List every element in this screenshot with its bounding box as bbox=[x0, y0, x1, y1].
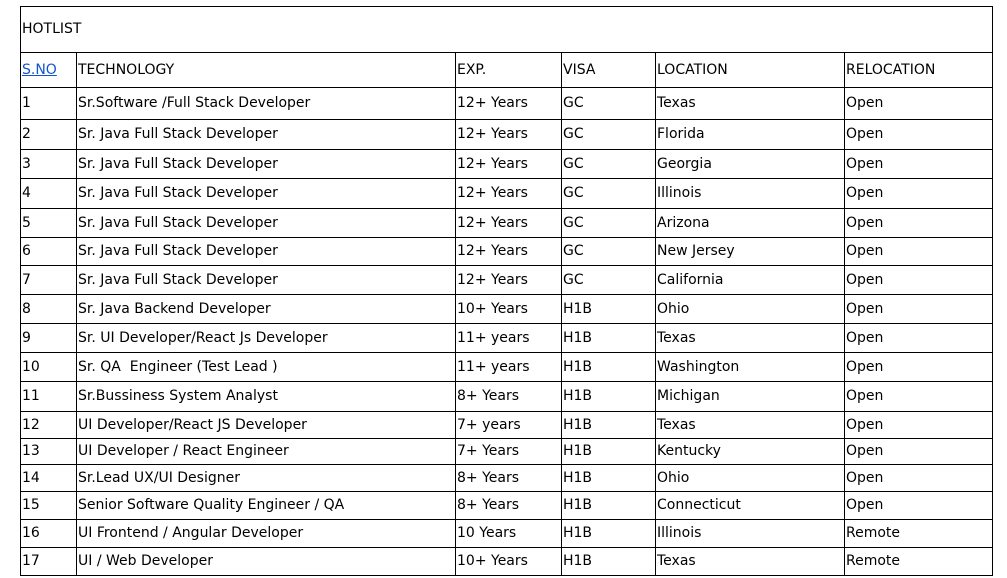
cell-exp: 8+ Years bbox=[456, 382, 562, 412]
table-row bbox=[21, 492, 993, 520]
cell-exp: 12+ Years bbox=[456, 150, 562, 179]
column-header-exp: EXP. bbox=[456, 53, 562, 88]
cell-technology: Sr. Java Full Stack Developer bbox=[77, 179, 456, 209]
cell-exp: 12+ Years bbox=[456, 179, 562, 209]
cell-exp: 10 Years bbox=[456, 520, 562, 548]
cell-sno: 9 bbox=[21, 324, 77, 353]
cell-exp: 8+ Years bbox=[456, 492, 562, 520]
cell-relocation: Remote bbox=[845, 548, 993, 576]
cell-relocation: Open bbox=[845, 150, 993, 179]
cell-visa: H1B bbox=[562, 324, 656, 353]
cell-visa: H1B bbox=[562, 465, 656, 492]
cell-technology: Sr. Java Full Stack Developer bbox=[77, 266, 456, 295]
table-row bbox=[21, 209, 993, 238]
cell-relocation: Open bbox=[845, 412, 993, 439]
table-row bbox=[21, 295, 993, 324]
cell-location: Arizona bbox=[656, 209, 845, 238]
cell-technology: Senior Software Quality Engineer / QA bbox=[77, 492, 456, 520]
cell-technology: Sr. Java Full Stack Developer bbox=[77, 238, 456, 266]
cell-location: Texas bbox=[656, 324, 845, 353]
cell-sno: 2 bbox=[21, 120, 77, 150]
table-row bbox=[21, 88, 993, 120]
table-title: HOTLIST bbox=[21, 7, 993, 53]
cell-technology: Sr. Java Full Stack Developer bbox=[77, 120, 456, 150]
cell-visa: GC bbox=[562, 179, 656, 209]
cell-visa: H1B bbox=[562, 492, 656, 520]
column-header-technology: TECHNOLOGY bbox=[77, 53, 456, 88]
cell-sno: 8 bbox=[21, 295, 77, 324]
cell-relocation: Open bbox=[845, 465, 993, 492]
table-row bbox=[21, 266, 993, 295]
cell-sno: 17 bbox=[21, 548, 77, 576]
cell-exp: 12+ Years bbox=[456, 88, 562, 120]
cell-relocation: Open bbox=[845, 88, 993, 120]
table-row bbox=[21, 150, 993, 179]
cell-exp: 7+ years bbox=[456, 412, 562, 439]
cell-sno: 7 bbox=[21, 266, 77, 295]
cell-sno: 14 bbox=[21, 465, 77, 492]
table-row bbox=[21, 520, 993, 548]
cell-sno: 15 bbox=[21, 492, 77, 520]
cell-relocation: Open bbox=[845, 238, 993, 266]
cell-visa: H1B bbox=[562, 412, 656, 439]
cell-location: Connecticut bbox=[656, 492, 845, 520]
cell-sno: 13 bbox=[21, 439, 77, 465]
table-row bbox=[21, 324, 993, 353]
cell-technology: UI / Web Developer bbox=[77, 548, 456, 576]
cell-visa: GC bbox=[562, 150, 656, 179]
cell-exp: 8+ Years bbox=[456, 465, 562, 492]
table-row bbox=[21, 238, 993, 266]
table-row bbox=[21, 548, 993, 576]
header-row bbox=[21, 53, 993, 88]
cell-exp: 12+ Years bbox=[456, 266, 562, 295]
cell-location: Texas bbox=[656, 88, 845, 120]
cell-technology: Sr. Java Full Stack Developer bbox=[77, 209, 456, 238]
cell-technology: Sr.Bussiness System Analyst bbox=[77, 382, 456, 412]
cell-location: Michigan bbox=[656, 382, 845, 412]
cell-technology: Sr. Java Backend Developer bbox=[77, 295, 456, 324]
cell-sno: 11 bbox=[21, 382, 77, 412]
cell-location: New Jersey bbox=[656, 238, 845, 266]
cell-exp: 12+ Years bbox=[456, 120, 562, 150]
cell-visa: GC bbox=[562, 120, 656, 150]
cell-exp: 11+ years bbox=[456, 324, 562, 353]
cell-visa: H1B bbox=[562, 548, 656, 576]
table-row bbox=[21, 353, 993, 382]
cell-sno: 6 bbox=[21, 238, 77, 266]
cell-sno: 3 bbox=[21, 150, 77, 179]
cell-relocation: Open bbox=[845, 492, 993, 520]
column-header-visa: VISA bbox=[562, 53, 656, 88]
cell-sno: 5 bbox=[21, 209, 77, 238]
cell-sno: 10 bbox=[21, 353, 77, 382]
cell-relocation: Open bbox=[845, 295, 993, 324]
cell-technology: Sr.Lead UX/UI Designer bbox=[77, 465, 456, 492]
cell-visa: H1B bbox=[562, 520, 656, 548]
cell-location: Ohio bbox=[656, 295, 845, 324]
cell-technology: UI Developer/React JS Developer bbox=[77, 412, 456, 439]
cell-sno: 12 bbox=[21, 412, 77, 439]
cell-location: Kentucky bbox=[656, 439, 845, 465]
cell-exp: 7+ Years bbox=[456, 439, 562, 465]
cell-exp: 11+ years bbox=[456, 353, 562, 382]
cell-relocation: Open bbox=[845, 209, 993, 238]
table-row bbox=[21, 120, 993, 150]
cell-location: Georgia bbox=[656, 150, 845, 179]
cell-location: Washington bbox=[656, 353, 845, 382]
column-header-location: LOCATION bbox=[656, 53, 845, 88]
cell-relocation: Open bbox=[845, 120, 993, 150]
cell-relocation: Open bbox=[845, 439, 993, 465]
cell-location: California bbox=[656, 266, 845, 295]
cell-visa: H1B bbox=[562, 295, 656, 324]
cell-technology: UI Developer / React Engineer bbox=[77, 439, 456, 465]
cell-visa: H1B bbox=[562, 439, 656, 465]
column-header-relocation: RELOCATION bbox=[845, 53, 993, 88]
cell-relocation: Open bbox=[845, 324, 993, 353]
cell-technology: Sr. Java Full Stack Developer bbox=[77, 150, 456, 179]
cell-technology: Sr. UI Developer/React Js Developer bbox=[77, 324, 456, 353]
cell-location: Florida bbox=[656, 120, 845, 150]
table-row bbox=[21, 412, 993, 439]
cell-sno: 4 bbox=[21, 179, 77, 209]
cell-visa: H1B bbox=[562, 382, 656, 412]
cell-location: Illinois bbox=[656, 520, 845, 548]
cell-exp: 10+ Years bbox=[456, 295, 562, 324]
cell-location: Illinois bbox=[656, 179, 845, 209]
cell-sno: 16 bbox=[21, 520, 77, 548]
cell-visa: GC bbox=[562, 238, 656, 266]
cell-visa: H1B bbox=[562, 353, 656, 382]
cell-technology: UI Frontend / Angular Developer bbox=[77, 520, 456, 548]
column-header-sno-link[interactable]: S.NO bbox=[21, 53, 77, 88]
cell-visa: GC bbox=[562, 209, 656, 238]
title-row bbox=[21, 7, 993, 53]
cell-exp: 10+ Years bbox=[456, 548, 562, 576]
cell-relocation: Open bbox=[845, 266, 993, 295]
hotlist-table bbox=[20, 6, 993, 576]
cell-location: Texas bbox=[656, 548, 845, 576]
cell-visa: GC bbox=[562, 266, 656, 295]
cell-relocation: Remote bbox=[845, 520, 993, 548]
cell-location: Ohio bbox=[656, 465, 845, 492]
cell-technology: Sr.Software /Full Stack Developer bbox=[77, 88, 456, 120]
cell-exp: 12+ Years bbox=[456, 238, 562, 266]
cell-location: Texas bbox=[656, 412, 845, 439]
table-row bbox=[21, 465, 993, 492]
cell-relocation: Open bbox=[845, 382, 993, 412]
table-row bbox=[21, 382, 993, 412]
cell-exp: 12+ Years bbox=[456, 209, 562, 238]
cell-relocation: Open bbox=[845, 179, 993, 209]
table-row bbox=[21, 439, 993, 465]
cell-technology: Sr. QA Engineer (Test Lead ) bbox=[77, 353, 456, 382]
table-row bbox=[21, 179, 993, 209]
cell-visa: GC bbox=[562, 88, 656, 120]
cell-sno: 1 bbox=[21, 88, 77, 120]
cell-relocation: Open bbox=[845, 353, 993, 382]
